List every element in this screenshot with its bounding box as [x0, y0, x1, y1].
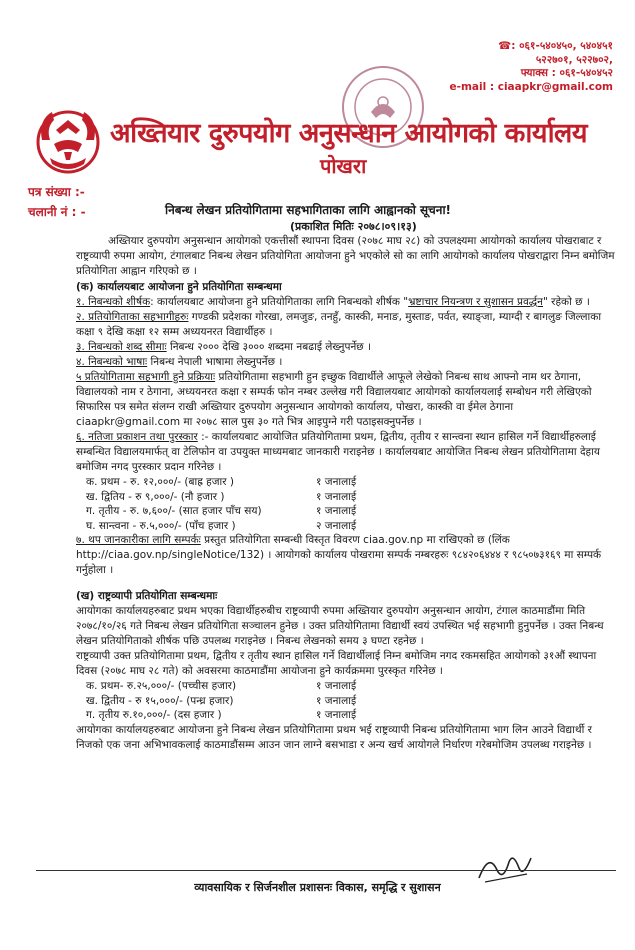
publication-date: (प्रकाशित मितिः २०७८।०९।१३)	[290, 220, 417, 233]
fax-line: फ्याक्स : ०६१-५४०४५२	[520, 67, 613, 79]
prize-row: ख. द्वितिय - रु ९,०००/- (नौ हजार ) १ जनालाई	[86, 490, 357, 503]
item-participants: २. प्रतियोगिताका सहभागीहरुः गण्डकी प्रदेशका गोरखा, लमजुङ, तनहुँ, कास्की, मनाङ, मुस्ताङ, पर्वत, स्याङ्जा, म्याग्दी र बागलुङ जिल्लाका कक्षा ९ देखि कक्षा १२ सम्म अध्ययनरत विद्यार्थीहरु ।	[76, 311, 602, 338]
phone-line-2: ५२२७०१, ५२२७०२,	[535, 53, 613, 66]
office-name: अख्तियार दुरुपयोग अनुसन्धान आयोगको कार्यालय	[110, 118, 588, 149]
footer-divider	[36, 870, 616, 871]
prize-row: ग. तृतीय रु.१०,०००/- (दस हजार ) १ जनालाई	[86, 709, 357, 721]
notice-body	[76, 234, 616, 753]
section-b-heading: (ख) राष्ट्रव्यापी प्रतियोगिता सम्बन्धमाः	[76, 590, 218, 602]
prize-row: क. प्रथम - रु. १२,०००/- (बाह्र हजार ) १ जनालाई	[86, 476, 357, 488]
letter-number-label: पत्र संख्या :-	[28, 185, 85, 199]
dispatch-number-label: चलानी नं : -	[28, 205, 86, 219]
prize-row: क. प्रथम- रु.२५,०००/- (पच्चीस हजार) १ जनालाई	[86, 680, 357, 692]
prize-row: घ. सान्त्वना - रु.५,०००/- (पाँच हजार ) २ जनालाई	[86, 519, 357, 532]
item-topic: १. निबन्धको शीर्षक: कार्यालयबाट आयोजना हुने प्रतियोगिताका लागि निबन्धको शीर्षक "भ्रष्टाचार नियन्त्रण र सुशासन प्रवर्द्धन" रहेको छ ।	[76, 296, 590, 308]
notice-title: निबन्ध लेखन प्रतियोगितामा सहभागिताका लागि आह्वानको सूचना!	[165, 203, 452, 217]
essay-topic: भ्रष्टाचार नियन्त्रण र सुशासन प्रवर्द्धन	[408, 296, 544, 308]
office-city: पोखरा	[320, 154, 367, 178]
item-results: ६. नतिजा प्रकाशन तथा पुरस्कार :- कार्यालयबाट आयोजित प्रतियोगितामा प्रथम, द्वितीय, तृतीय र सान्त्वना स्थान हासिल गर्ने विद्यार्थीहरुलाई सम्बन्धित विद्यालयमार्फत् वा टेलिफोन वा उपयुक्त माध्यमबाट जानकारी गराइनेछ । कार्यालयबाट आयोजित निबन्ध लेखन प्रतियोगितामा देहाय बमोजिम नगद पुरस्कार प्रदान गरिनेछ ।	[76, 431, 600, 473]
prize-table-national	[86, 679, 526, 723]
item-contact: ७. थप जानकारीका लागि सम्पर्कः प्रस्तुत प्रतियोगिता सम्बन्धी विस्तृत विवरण ciaa.gov.np मा राखिएको छ (लिंक http://ciaa.gov.np/singleNotice/132) । आयोगको कार्यालय पोखरामा सम्पर्क नम्बरहरुः ९८४२०६४४४ र ९८५०७३१६९ मा सम्पर्क गर्नुहोला ।	[76, 534, 602, 576]
footer-motto: व्यावसायिक र सिर्जनशील प्रशासनः विकास, समृद्धि र सुशासन	[194, 881, 441, 894]
intro-paragraph: अख्तियार दुरुपयोग अनुसन्धान आयोगको एकत्तीसौं स्थापना दिवस (२०७८ माघ २८) को उपलक्ष्यमा आयोगको कार्यालय पोखराबाट र राष्ट्रव्यापी रुपमा आयोग, टंगालबाट निबन्ध लेखन प्रतियोगिता आयोजना हुने भएकोले सो का लागि आयोगको कार्यालय पोखराद्वारा निम्न बमोजिम प्रतियोगिता आह्वान गरिएको छ ।	[76, 235, 615, 277]
national-paragraph-2: राष्ट्रव्यापी उक्त प्रतियोगितामा प्रथम, द्वितीय र तृतीय स्थान हासिल गर्ने विद्यार्थीलाई निम्न बमोजिम नगद रकमसहित आयोगको ३१औं स्थापना दिवस (२०७८ माघ २८ गते) को अवसरमा काठमाडौंमा आयोजना हुने कार्यक्रममा पुरस्कृत गरिनेछ ।	[76, 650, 597, 677]
nepal-emblem-icon	[28, 100, 108, 180]
item-language: ४. निबन्धको भाषाः निबन्ध नेपाली भाषामा लेख्नुपर्नेछ ।	[76, 356, 283, 368]
national-paragraph-1: आयोगका कार्यालयहरुबाट प्रथम भएका विद्यार्थीहरुबीच राष्ट्रव्यापी रुपमा अख्तियार दुरुपयोग अनुसन्धान आयोग, टंगाल काठमाडौंमा मिति २०७८/१०/२६ गते निबन्ध लेखन प्रतियोगिता सञ्चालन हुनेछ । उक्त प्रतियोगितामा विद्यार्थी स्वयं उपस्थित भई सहभागी हुनुपर्नेछ । उक्त निबन्ध लेखन प्रतियोगिताको शीर्षक पछि उपलब्ध गराइनेछ । निबन्ध लेखनको समय ३ घण्टा रहनेछ ।	[76, 605, 604, 647]
email-line: e-mail : ciaapkr@gmail.com	[449, 80, 613, 93]
item-process: ५ प्रतियोगितामा सहभागी हुने प्रक्रियाः प्रतियोगितामा सहभागी हुन इच्छुक विद्यार्थीले आफूले लेखेको निबन्ध साथ आफ्नो नाम थर ठेगाना, विद्यालयको नाम र ठेगाना, अध्ययनरत कक्षा र सम्पर्क फोन नम्बर उल्लेख गरी विद्यालयबाट आयोगको कार्यालयलाई सम्बोधन गरी लेखिएको सिफारिस पत्र समेत संलग्न राखी अख्तियार दुरुपयोग अनुसन्धान आयोगको कार्यालय, पोखरा, कास्की वा ईमेल ठेगाना ciaapkr@gmail.com मा २०७८ साल पुस ३० गते भित्र आइपुग्ने गरी पठाइसक्नुपर्नेछ ।	[76, 371, 592, 428]
national-paragraph-3: आयोगका कार्यालयहरुबाट आयोजना हुने निबन्ध लेखन प्रतियोगितामा प्रथम भई राष्ट्रव्यापी निबन्ध प्रतियोगितामा भाग लिन आउने विद्यार्थी र निजको एक जना अभिभावकलाई काठमाडौंसम्म आउन जान लाग्ने बसभाडा र अन्य खर्च आयोगले निर्धारण गरेबमोजिम उपलब्ध गराइनेछ ।	[76, 723, 592, 751]
phone-line: ☎: ०६१-५४०४५०, ५४०४५१	[498, 40, 613, 52]
prize-table-office	[86, 475, 526, 533]
prize-row: ग. तृतीय - रु. ७,६००/- (सात हजार पाँच सय) १ जनालाई	[86, 505, 357, 517]
item-word-limit: ३. निबन्धको शब्द सीमाः निबन्ध २००० देखि ३००० शब्दमा नबढाई लेख्नुपर्नेछ ।	[76, 341, 371, 353]
prize-row: ख. द्वितीय - रु १५,०००/- (पन्ध्र हजार) १ जनालाई	[86, 694, 357, 707]
section-a-heading: (क) कार्यालयबाट आयोजना हुने प्रतियोगिता सम्बन्धमा	[76, 281, 282, 293]
